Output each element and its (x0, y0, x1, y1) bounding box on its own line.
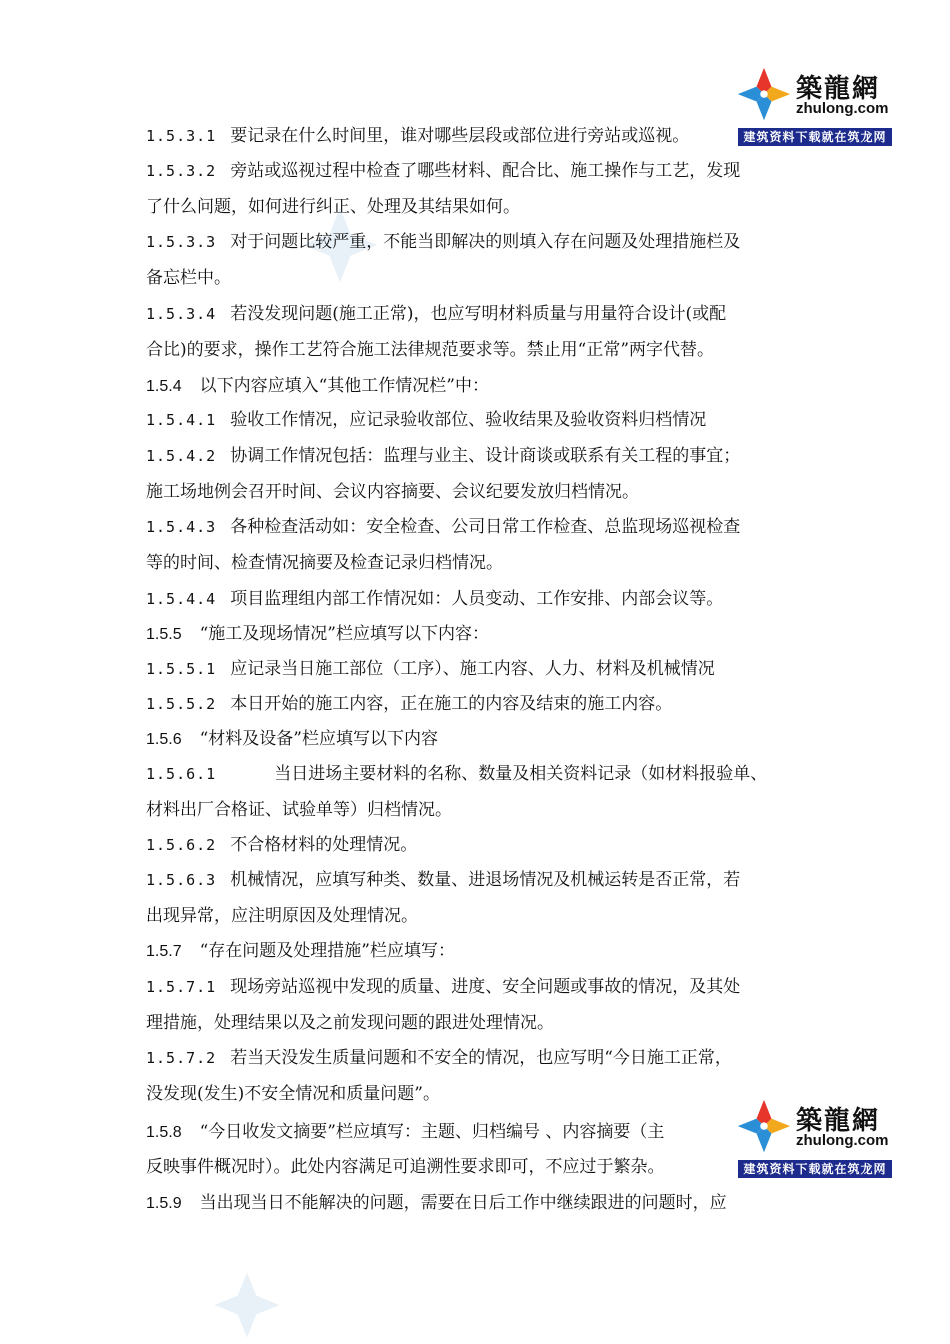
clause-number: 1.5.4.2 (146, 447, 217, 465)
clause-text: 应记录当日施工部位（工序）、施工内容、人力、材料及机械情况 (230, 659, 715, 679)
clause-number: 1.5.4.4 (146, 590, 217, 608)
clause-text: 各种检查活动如：安全检查、公司日常工作检查、总监现场巡视检查 (230, 517, 741, 537)
logo-tagline: 建筑资料下载就在筑龙网 (738, 128, 892, 146)
watermark-emblem-icon (212, 1270, 282, 1340)
clause-number: 1.5.6.2 (146, 836, 217, 854)
section-text: “今日收发文摘要”栏应填写：主题、归档编号 、内容摘要（主 (199, 1122, 665, 1142)
paragraph-line (146, 1157, 836, 1177)
clause-text: 备忘栏中。 (146, 268, 231, 288)
section-text: “施工及现场情况”栏应填写以下内容： (199, 624, 489, 644)
section-number: 1.5.7 (146, 943, 182, 960)
section-heading (146, 624, 836, 645)
clause-text: 旁站或巡视过程中检查了哪些材料、配合比、施工操作与工艺，发现 (230, 161, 741, 181)
section-heading (146, 376, 836, 397)
logo-chinese-name: 築龍網 (796, 1106, 881, 1136)
paragraph-line (146, 977, 836, 997)
section-text: 以下内容应填入“其他工作情况栏”中： (199, 376, 489, 396)
clause-number: 1.5.5.2 (146, 695, 217, 713)
clause-text: 材料出厂合格证、试验单等）归档情况。 (146, 800, 452, 820)
clause-number: 1.5.3.3 (146, 233, 217, 251)
clause-number: 1.5.7.2 (146, 1049, 217, 1067)
paragraph-line (146, 870, 836, 890)
paragraph-line (146, 589, 836, 609)
section-number: 1.5.4 (146, 378, 182, 395)
clause-number: 1.5.4.1 (146, 411, 217, 429)
logo-domain: zhulong.com (796, 100, 889, 117)
paragraph-line (146, 553, 836, 573)
paragraph-line (146, 340, 836, 360)
paragraph-line (146, 835, 836, 855)
section-text: 当出现当日不能解决的问题，需要在日后工作中继续跟进的问题时，应 (199, 1193, 727, 1213)
clause-text: 出现异常，应注明原因及处理情况。 (146, 906, 418, 926)
paragraph-line (146, 126, 836, 146)
clause-text: 要记录在什么时间里，谁对哪些层段或部位进行旁站或巡视。 (230, 126, 690, 146)
clause-text: 了什么问题，如何进行纠正、处理及其结果如何。 (146, 197, 520, 217)
clause-number: 1.5.6.1 (146, 765, 217, 783)
section-number: 1.5.5 (146, 626, 182, 643)
clause-text: 没发现(发生)不安全情况和质量问题”。 (146, 1084, 440, 1104)
logo-chinese-name: 築龍網 (796, 74, 881, 104)
paragraph-line (146, 410, 836, 430)
clause-number: 1.5.3.2 (146, 162, 217, 180)
logo-domain: zhulong.com (796, 1132, 889, 1149)
paragraph-line (146, 232, 836, 252)
paragraph-line (146, 1084, 836, 1104)
paragraph-line (146, 482, 836, 502)
clause-text: 机械情况，应填写种类、数量、进退场情况及机械运转是否正常，若 (230, 870, 741, 890)
section-heading (146, 941, 836, 962)
logo-tagline: 建筑资料下载就在筑龙网 (738, 1160, 892, 1178)
section-heading (146, 1193, 836, 1214)
clause-text: 当日进场主要材料的名称、数量及相关资料记录（如材料报验单、 (274, 764, 768, 784)
paragraph-line (146, 268, 836, 288)
paragraph-line (146, 1013, 836, 1033)
paragraph-line (146, 764, 836, 784)
clause-text: 验收工作情况，应记录验收部位、验收结果及验收资料归档情况 (230, 410, 707, 430)
section-text: “材料及设备”栏应填写以下内容 (199, 729, 438, 749)
clause-number: 1.5.4.3 (146, 518, 217, 536)
clause-text: 若没发现问题(施工正常)，也应写明材料质量与用量符合设计(或配 (230, 304, 727, 324)
section-heading (146, 1122, 836, 1143)
clause-number: 1.5.3.4 (146, 305, 217, 323)
paragraph-line (146, 161, 836, 181)
clause-number: 1.5.5.1 (146, 660, 217, 678)
paragraph-line (146, 800, 836, 820)
clause-text: 项目监理组内部工作情况如：人员变动、工作安排、内部会议等。 (230, 589, 724, 609)
paragraph-line (146, 197, 836, 217)
section-heading (146, 729, 836, 750)
clause-number: 1.5.6.3 (146, 871, 217, 889)
clause-text: 施工场地例会召开时间、会议内容摘要、会议纪要发放归档情况。 (146, 482, 639, 502)
paragraph-line (146, 694, 836, 714)
section-number: 1.5.9 (146, 1195, 182, 1212)
clause-text: 协调工作情况包括：监理与业主、设计商谈或联系有关工程的事宜； (230, 446, 741, 466)
clause-number: 1.5.3.1 (146, 127, 217, 145)
clause-text: 现场旁站巡视中发现的质量、进度、安全问题或事故的情况，及其处 (230, 977, 741, 997)
zhulong-emblem-icon (736, 64, 792, 126)
clause-text: 等的时间、检查情况摘要及检查记录归档情况。 (146, 553, 503, 573)
section-number: 1.5.8 (146, 1124, 182, 1141)
clause-text: 若当天没发生质量问题和不安全的情况，也应写明“今日施工正常， (230, 1048, 732, 1068)
clause-text: 理措施，处理结果以及之前发现问题的跟进处理情况。 (146, 1013, 554, 1033)
paragraph-line (146, 517, 836, 537)
clause-number: 1.5.7.1 (146, 978, 217, 996)
clause-text: 反映事件概况时）。此处内容满足可追溯性要求即可，不应过于繁杂。 (146, 1157, 665, 1177)
paragraph-line (146, 1048, 836, 1068)
clause-text: 不合格材料的处理情况。 (230, 835, 418, 855)
clause-text: 对于问题比较严重，不能当即解决的则填入存在问题及处理措施栏及 (230, 232, 741, 252)
clause-text: 本日开始的施工内容，正在施工的内容及结束的施工内容。 (230, 694, 673, 714)
section-text: “存在问题及处理措施”栏应填写： (199, 941, 455, 961)
clause-text: 合比)的要求，操作工艺符合施工法律规范要求等。禁止用“正常”两字代替。 (146, 340, 715, 360)
paragraph-line (146, 304, 836, 324)
paragraph-line (146, 659, 836, 679)
paragraph-line (146, 906, 836, 926)
paragraph-line (146, 446, 836, 466)
section-number: 1.5.6 (146, 731, 182, 748)
